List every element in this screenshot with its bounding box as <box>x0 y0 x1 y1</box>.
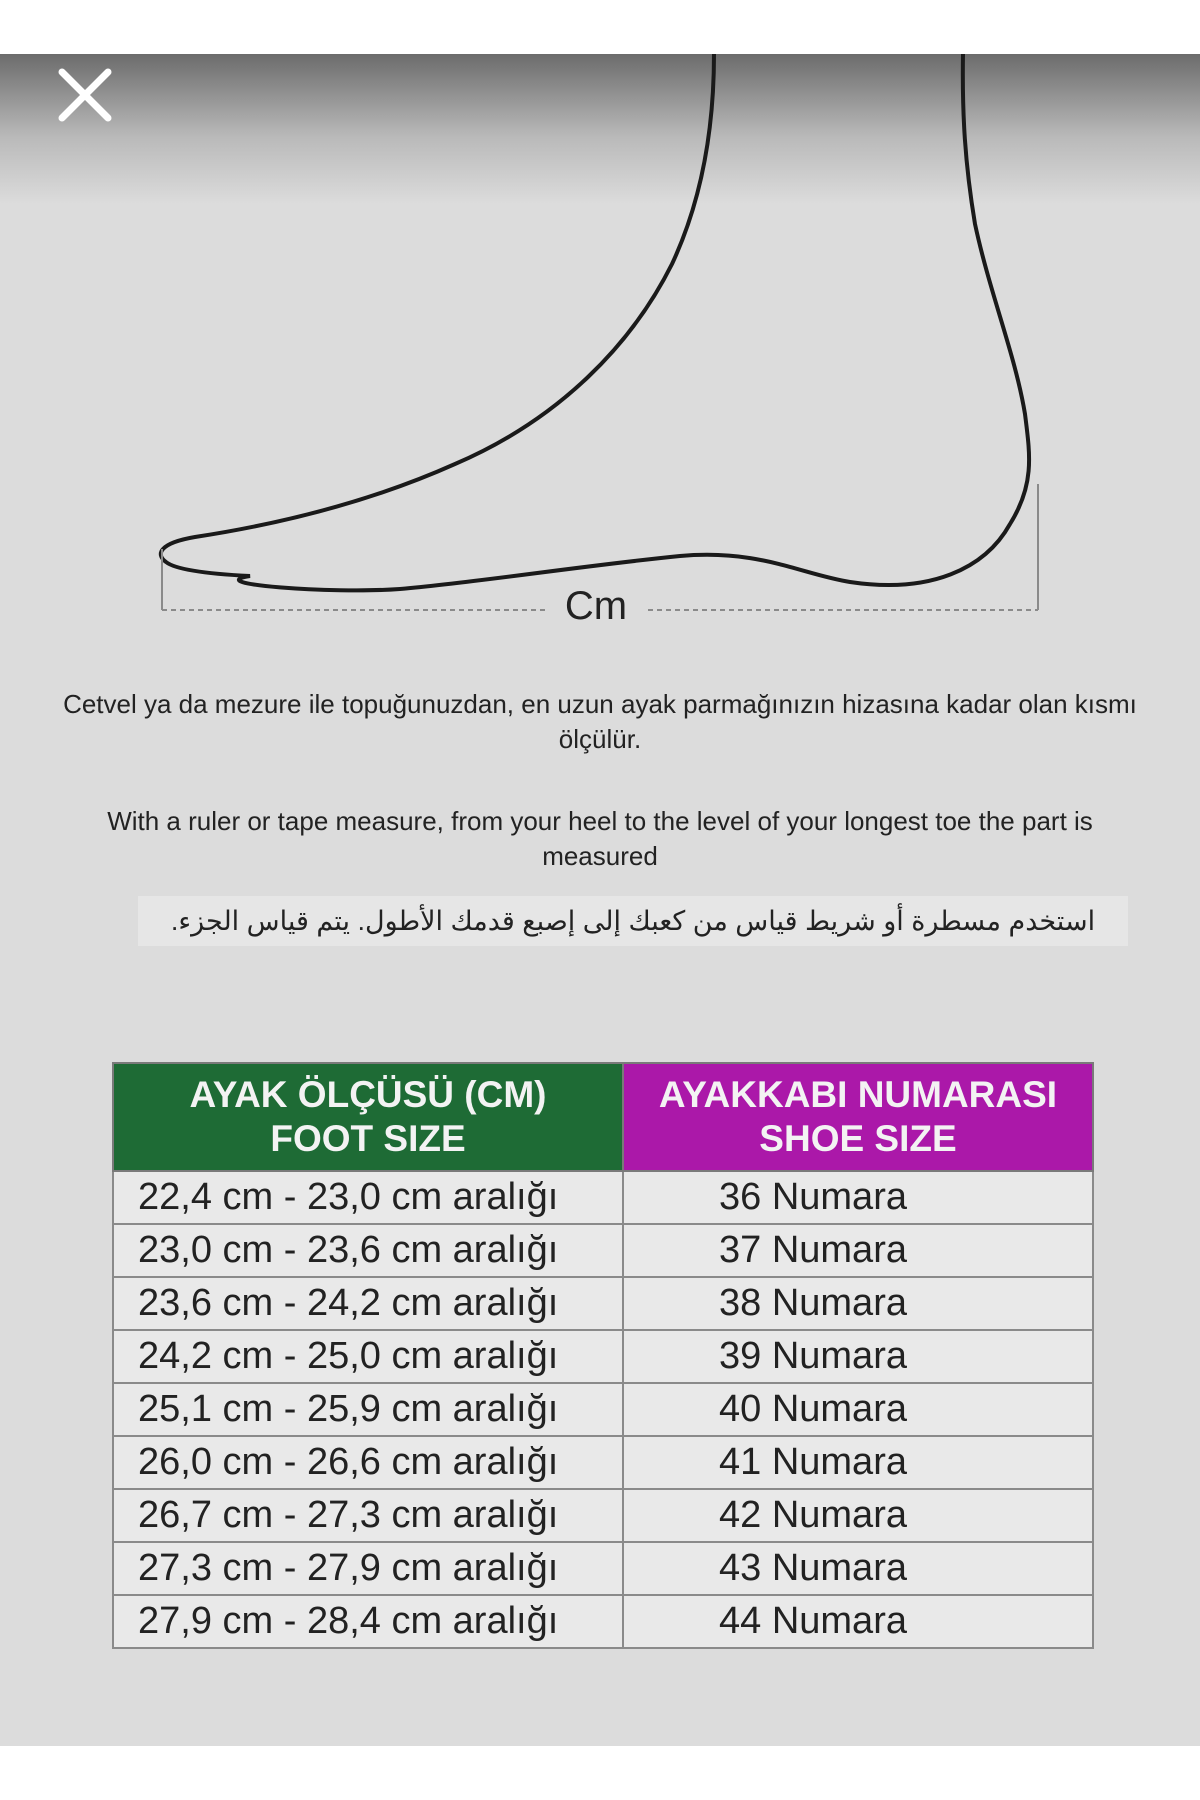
instruction-english: With a ruler or tape measure, from your heel to the level of your longest toe the part is measured <box>107 806 1093 871</box>
instruction-turkish: Cetvel ya da mezure ile topuğunuzdan, en uzun ayak parmağınızın hizasına kadar olan kısmı ölçülür. <box>63 689 1137 754</box>
foot-range-cell: 26,7 cm - 27,3 cm aralığı <box>113 1489 623 1542</box>
table-row <box>113 1542 1093 1595</box>
shoe-size-header-line1: AYAKKABI NUMARASI <box>658 1074 1058 1115</box>
shoe-size-cell: 36 Numara <box>623 1171 1093 1224</box>
table-row <box>113 1330 1093 1383</box>
size-table <box>112 1062 1094 1649</box>
foot-range-cell: 22,4 cm - 23,0 cm aralığı <box>113 1171 623 1224</box>
table-row <box>113 1436 1093 1489</box>
foot-range-cell: 23,0 cm - 23,6 cm aralığı <box>113 1224 623 1277</box>
table-row <box>113 1224 1093 1277</box>
foot-size-header-line2: FOOT SIZE <box>270 1118 466 1159</box>
shoe-size-header <box>623 1063 1093 1171</box>
table-row <box>113 1489 1093 1542</box>
shoe-size-cell: 37 Numara <box>623 1224 1093 1277</box>
table-header-row <box>113 1063 1093 1171</box>
measure-label: Cm <box>548 584 644 629</box>
foot-range-cell: 25,1 cm - 25,9 cm aralığı <box>113 1383 623 1436</box>
shoe-size-cell: 39 Numara <box>623 1330 1093 1383</box>
foot-range-cell: 27,3 cm - 27,9 cm aralığı <box>113 1542 623 1595</box>
shoe-size-cell: 44 Numara <box>623 1595 1093 1648</box>
close-icon <box>52 62 118 128</box>
shoe-size-cell: 40 Numara <box>623 1383 1093 1436</box>
shoe-size-cell: 41 Numara <box>623 1436 1093 1489</box>
table-row <box>113 1277 1093 1330</box>
shoe-size-cell: 38 Numara <box>623 1277 1093 1330</box>
shoe-size-cell: 42 Numara <box>623 1489 1093 1542</box>
image-viewer <box>0 54 1200 1746</box>
shoe-size-cell: 43 Numara <box>623 1542 1093 1595</box>
table-row <box>113 1383 1093 1436</box>
foot-range-cell: 24,2 cm - 25,0 cm aralığı <box>113 1330 623 1383</box>
foot-range-cell: 26,0 cm - 26,6 cm aralığı <box>113 1436 623 1489</box>
table-row <box>113 1595 1093 1648</box>
foot-size-header <box>113 1063 623 1171</box>
foot-size-header-line1: AYAK ÖLÇÜSÜ (CM) <box>189 1074 547 1115</box>
foot-range-cell: 23,6 cm - 24,2 cm aralığı <box>113 1277 623 1330</box>
shoe-size-header-line2: SHOE SIZE <box>759 1118 957 1159</box>
foot-outline <box>161 54 1029 590</box>
instruction-arabic: استخدم مسطرة أو شريط قياس من كعبك إلى إصبع قدمك الأطول. يتم قياس الجزء. <box>138 896 1128 946</box>
table-row <box>113 1171 1093 1224</box>
close-button[interactable] <box>52 62 118 128</box>
foot-range-cell: 27,9 cm - 28,4 cm aralığı <box>113 1595 623 1648</box>
